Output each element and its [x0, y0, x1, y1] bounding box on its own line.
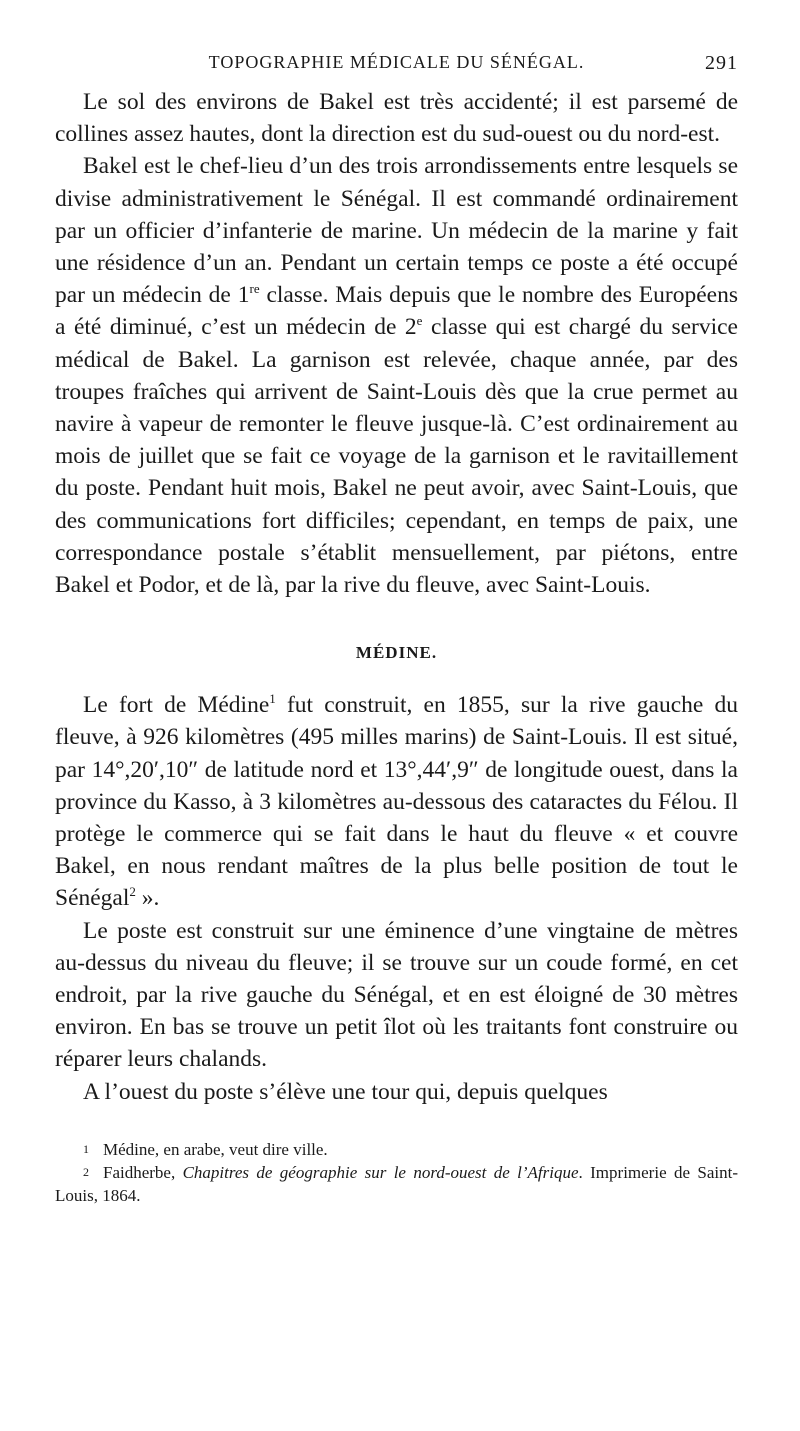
page-number: 291 — [705, 52, 738, 74]
body-text — [55, 86, 738, 1108]
running-head — [55, 52, 738, 86]
running-title: TOPOGRAPHIE MÉDICALE DU SÉNÉGAL. — [208, 52, 585, 72]
footnote-author: Faidherbe, — [103, 1162, 183, 1182]
paragraph-soil: Le sol des environs de Bakel est très accidenté; il est parsemé de collines assez hautes, dont la direction est du sud-ouest ou du nord-est. — [55, 89, 738, 148]
footnote-marker: 2 — [83, 1164, 89, 1179]
book-page — [55, 52, 738, 1207]
text-fragment: Le fort de Médine — [83, 692, 270, 719]
footnotes — [55, 1138, 738, 1207]
paragraph-medine-post: Le poste est construit sur une éminence d’une vingtaine de mètres au-dessus du niveau du fleuve; il se trouve sur un coude formé, en cet endroit, par la rive gauche du Sénégal, et en est éloigné de 30 mètres environ. En bas se trouve un petit îlot où les traitants font construire ou réparer leurs chalands. — [55, 917, 738, 1073]
paragraph-bakel: Bakel est le chef-lieu d’un des trois arrondissements entre lesquels se divise administrativement le Sénégal. Il est commandé ordinairement par un officier d’infanterie de marine. Un médecin de la marine y fait une résidence d’un an. Pendant un certain temps ce poste a été occupé par un médecin de 1re classe. Mais depuis que le nombre des Européens a été diminué, c’est un médecin de 2e classe qui est chargé du service médical de Bakel. La garnison est relevée, chaque année, par des troupes fraîches qui arrivent de Saint-Louis dès que la crue permet au navire à vapeur de remonter le fleuve jusque-là. C’est ordinairement au mois de juillet que se fait ce voyage de la garnison et le ravitaillement du poste. Pendant huit mois, Bakel ne peut avoir, avec Saint-Louis, que des communications fort difficiles; cependant, en temps de paix, une correspondance postale s’établit mensuellement, par piétons, entre Bakel et Podor, et de là, par la rive du fleuve, avec Saint-Louis. — [55, 153, 738, 599]
section-heading-medine: MÉDINE. — [355, 643, 438, 663]
footnote-ref-2: 2 — [129, 884, 136, 900]
footnote-2 — [55, 1161, 738, 1207]
paragraph-medine-tower: A l’ouest du poste s’élève une tour qui, depuis quelques — [83, 1078, 608, 1105]
text-fragment: ». — [135, 885, 160, 912]
footnote-1 — [55, 1138, 738, 1161]
footnote-text: Médine, en arabe, veut dire ville. — [103, 1139, 328, 1159]
footnote-publication: . Imprimerie de Saint-Louis, 1864. — [55, 1162, 739, 1205]
footnote-book-title: Chapitres de géographie sur le nord-ouest de l’Afrique — [182, 1162, 579, 1182]
paragraph-medine-fort — [55, 689, 738, 914]
text-fragment: fut construit, en 1855, sur la rive gauche du fleuve, à 926 kilomètres (495 milles marins) de Saint-Louis. Il est situé, par 14°,20′,10″ de latitude nord et 13°,44′,9″ de longitude ouest, dans la province du Kasso, à 3 kilomètres au-dessous des cataractes du Félou. Il protège le commerce qui se fait dans le haut du fleuve « et couvre Bakel, en nous rendant maîtres de la plus belle position de tout le Sénégal — [55, 692, 739, 912]
footnote-ref-1: 1 — [269, 691, 276, 707]
footnote-marker: 1 — [83, 1141, 89, 1156]
